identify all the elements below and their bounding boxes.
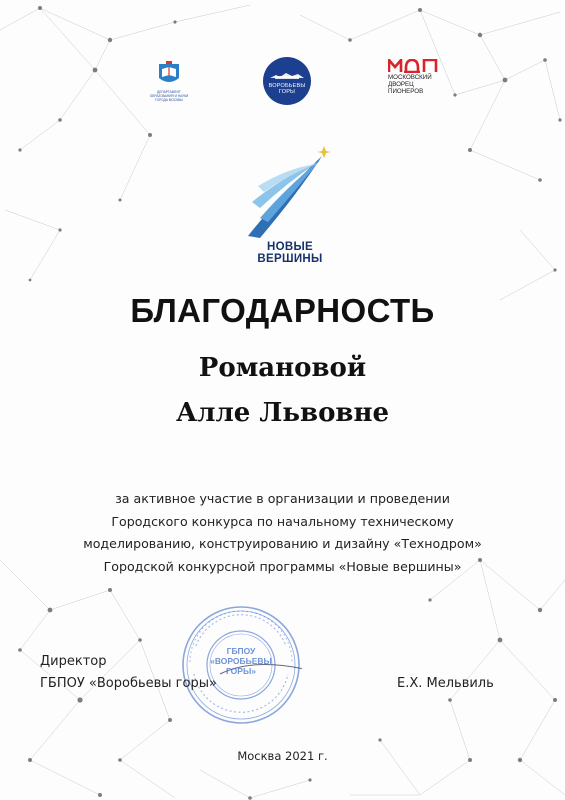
- vorobyovy-gory-logo: [262, 56, 312, 106]
- emblem-line-1: НОВЫЕ: [267, 241, 313, 253]
- stamp-line-3: ГОРЫ»: [225, 666, 257, 676]
- mdp-logo: [388, 59, 468, 109]
- stamp-line-2: «ВОРОБЬЕВЫ: [210, 656, 272, 666]
- signatory-organization: ГБПОУ «Воробьевы горы»: [40, 676, 217, 691]
- emblem-line-2: ВЕРШИНЫ: [257, 253, 323, 265]
- department-logo: [146, 60, 192, 114]
- mdp-line-3: ПИОНЕРОВ: [388, 88, 424, 96]
- stamp-line-1: ГБПОУ: [226, 646, 256, 656]
- mdp-line-1: МОСКОВСКИЙ: [388, 74, 432, 81]
- mdp-line-2: ДВОРЕЦ: [388, 81, 414, 89]
- emblem-title: [238, 241, 342, 265]
- signatory-name: Е.Х. Мельвиль: [397, 676, 494, 691]
- signatory-block: [40, 651, 217, 695]
- recipient-name: Алле Львовне: [175, 398, 390, 428]
- vg-line-2: ГОРЫ: [278, 89, 296, 96]
- vg-line-1: ВОРОБЬЕВЫ: [268, 83, 306, 89]
- body-line-1: за активное участие в организации и проведении: [115, 491, 450, 506]
- star-icon: [317, 146, 331, 158]
- department-name: ДЕПАРТАМЕНТ ОБРАЗОВАНИЯ И НАУКИ ГОРОДА МОСКВЫ: [149, 90, 189, 102]
- mdp-logo-icon: [388, 59, 440, 73]
- body-line-2: Городского конкурса по начальному техническому: [111, 513, 454, 529]
- stamp-center-text: [210, 646, 272, 676]
- novye-vershiny-emblem: [238, 138, 342, 276]
- vorobyovy-gory-caption: [262, 83, 312, 95]
- mdp-caption: [388, 74, 468, 96]
- certificate-body: [40, 488, 525, 578]
- signatory-position: Директор: [40, 654, 107, 669]
- body-line-4: Городской конкурсной программы «Новые вершины»: [103, 558, 462, 574]
- certificate-title: БЛАГОДАРНОСТЬ: [130, 292, 435, 329]
- vorobyovy-gory-logo-icon: [262, 56, 312, 106]
- department-education-emblem-icon: [154, 60, 184, 86]
- body-line-3: моделированию, конструированию и дизайну «Технодром»: [83, 536, 482, 552]
- recipient-surname: Романовой: [198, 353, 367, 383]
- novye-vershiny-emblem-icon: [238, 138, 342, 242]
- place-date: Москва 2021 г.: [237, 749, 328, 763]
